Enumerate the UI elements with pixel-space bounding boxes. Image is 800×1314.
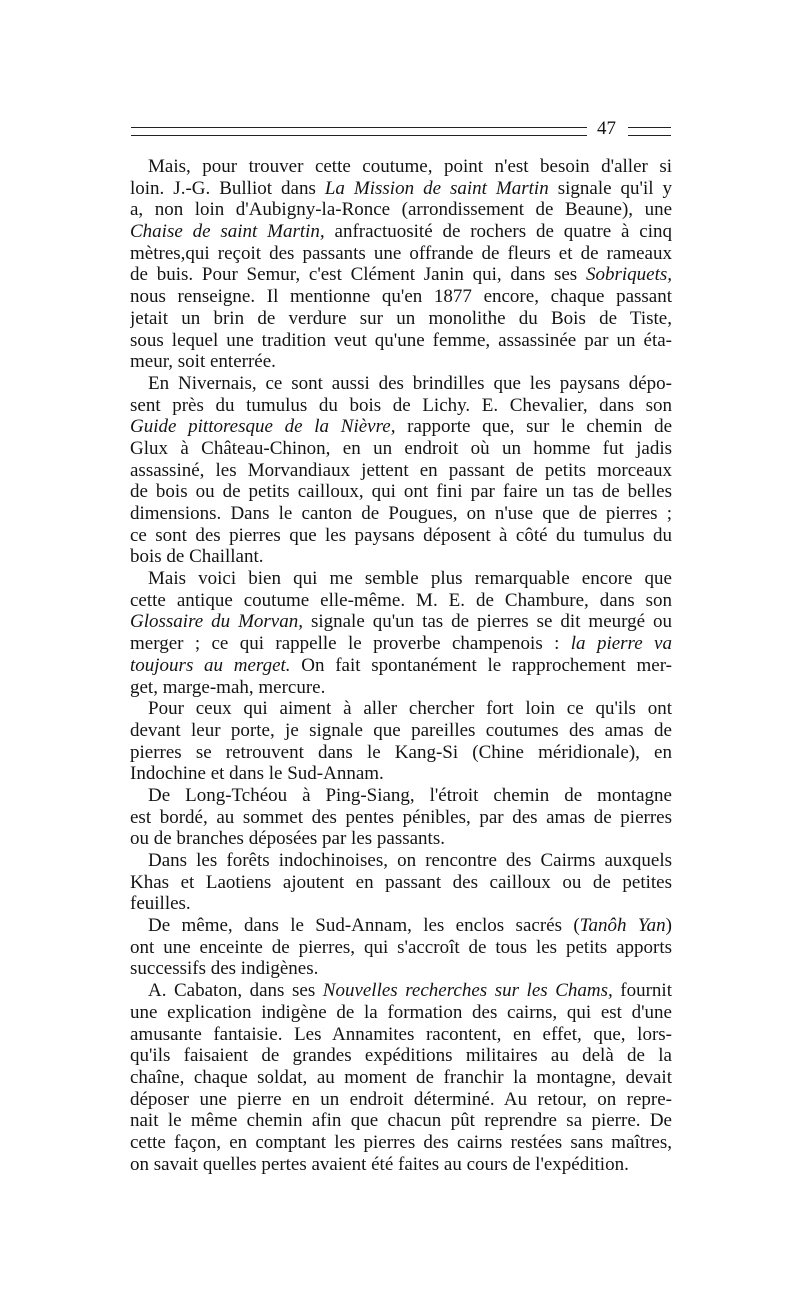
italic-title: Guide pittoresque de la Nièvre, [130, 416, 396, 438]
text-line [130, 828, 672, 850]
text-line [130, 1089, 672, 1111]
text-run: successifs des indigènes. [130, 958, 319, 980]
text-run: fournit [612, 980, 672, 1002]
text-line [130, 893, 672, 915]
text-run: merger ; ce qui rappelle le proverbe champenois : [130, 633, 571, 655]
text-run: A. Cabaton, dans ses [148, 980, 323, 1002]
header-double-rule-left [131, 127, 587, 136]
paragraph [130, 785, 672, 850]
italic-title: Sobriquets, [585, 264, 672, 286]
text-run: chaîne, chaque soldat, au moment de franchir la montagne, devait [130, 1066, 672, 1088]
text-run: Glux à Château-Chinon, en un endroit où un homme fut jadis [130, 437, 672, 459]
text-line [130, 698, 672, 720]
text-line [130, 980, 672, 1002]
text-line [130, 416, 672, 438]
text-line [130, 633, 672, 655]
italic-title: la pierre va [570, 633, 672, 655]
text-run: sous lequel une tradition veut qu'une femme, assassinée par un éta- [130, 329, 672, 351]
text-line [130, 611, 672, 633]
text-run: feuilles. [130, 893, 191, 915]
text-run: nous renseigne. Il mentionne qu'en 1877 encore, chaque passant [130, 286, 672, 308]
text-line [130, 742, 672, 764]
text-line [130, 1154, 672, 1176]
text-run: on savait quelles pertes avaient été faites au cours de l'expédition. [130, 1153, 629, 1175]
paragraph [130, 698, 672, 785]
text-run: dimensions. Dans le canton de Pougues, on n'use que de pierres ; [130, 503, 672, 524]
italic-title: Chaise de saint Martin, [130, 221, 325, 243]
text-run: On fait spontanément le rapprochement mer- [290, 654, 672, 676]
text-run: signale qu'il y [548, 177, 672, 199]
text-run: ont une enceinte de pierres, qui s'accroît de tous les petits apports [130, 936, 672, 958]
text-line [130, 330, 672, 352]
text-line [130, 199, 672, 221]
text-line [130, 807, 672, 829]
text-line [130, 546, 672, 568]
text-run: En Nivernais, ce sont aussi des brindilles que les paysans dépo- [148, 372, 672, 394]
text-run: Mais voici bien qui me semble plus remarquable encore que [148, 568, 672, 590]
text-line [130, 178, 672, 200]
text-run: signale qu'un tas de pierres se dit meurgé ou [303, 611, 672, 633]
text-run: a, non loin d'Aubigny-la-Ronce (arrondissement de Beaune), une [130, 199, 672, 221]
text-run: est bordé, au sommet des pentes pénibles, par des amas de pierres [130, 806, 672, 828]
text-line [130, 850, 672, 872]
text-run: jetait un brin de verdure sur un monolithe du Bois de Tiste, [130, 307, 672, 329]
text-line [130, 286, 672, 308]
paragraph [130, 850, 672, 915]
text-line [130, 156, 672, 178]
text-line [130, 568, 672, 590]
text-run: cette antique coutume elle-même. M. E. de Chambure, dans son [130, 589, 672, 611]
text-line [130, 915, 672, 937]
text-line [130, 395, 672, 417]
text-run: De même, dans le Sud-Annam, les enclos sacrés ( [148, 915, 580, 937]
text-run: ) [665, 915, 672, 937]
text-line [130, 872, 672, 894]
text-line [130, 1002, 672, 1024]
text-line [130, 677, 672, 699]
text-run: déposer une pierre en un endroit déterminé. Au retour, on repre- [130, 1088, 672, 1110]
text-line [130, 264, 672, 286]
text-line [130, 373, 672, 395]
text-run: une explication indigène de la formation des cairns, qui est d'une [130, 1001, 672, 1023]
text-line [130, 655, 672, 677]
text-run: mètres,qui reçoit des passants une offrande de fleurs et de rameaux [130, 242, 672, 264]
text-run: pierres se retrouvent dans le Kang-Si (Chine méridionale), en [130, 741, 672, 763]
header-double-rule-right [628, 127, 671, 136]
text-run: de buis. Pour Semur, c'est Clément Janin qui, dans ses [130, 264, 586, 286]
text-run: Mais, pour trouver cette coutume, point n'est besoin d'aller si [148, 156, 672, 177]
text-run: Khas et Laotiens ajoutent en passant des cailloux ou de petites [130, 871, 672, 893]
text-line [130, 1132, 672, 1154]
text-line [130, 221, 672, 243]
body-text [130, 156, 672, 1175]
italic-title: toujours au merget. [130, 654, 291, 676]
paragraph [130, 568, 672, 698]
text-run: ce sont des pierres que les paysans déposent à côté du tumulus du [130, 524, 672, 546]
italic-title: Nouvelles recherches sur les Chams, [322, 980, 613, 1002]
paragraph [130, 156, 672, 373]
text-run: cette façon, en comptant les pierres des cairns restées sans maîtres, [130, 1131, 672, 1153]
text-run: amusante fantaisie. Les Annamites racontent, en effet, que, lors- [130, 1023, 672, 1045]
text-run: get, marge-mah, mercure. [130, 676, 326, 698]
text-run: ou de branches déposées par les passants. [130, 828, 445, 850]
paragraph [130, 373, 672, 568]
text-line [130, 460, 672, 482]
text-run: De Long-Tchéou à Ping-Siang, l'étroit chemin de montagne [148, 784, 672, 806]
text-run: sent près du tumulus du bois de Lichy. E. Chevalier, dans son [130, 394, 672, 416]
page-header [131, 118, 671, 141]
page-number: 47 [597, 118, 616, 139]
text-line [130, 763, 672, 785]
text-run: rapporte que, sur le chemin de [395, 416, 672, 438]
text-line [130, 1024, 672, 1046]
text-run: bois de Chaillant. [130, 546, 264, 568]
text-line [130, 438, 672, 460]
text-line [130, 525, 672, 547]
text-line [130, 958, 672, 980]
italic-title: Tanôh Yan [579, 915, 666, 937]
text-run: devant leur porte, je signale que pareilles coutumes des amas de [130, 719, 672, 741]
text-run: loin. J.-G. Bulliot dans [130, 177, 325, 199]
paragraph [130, 915, 672, 980]
text-run: anfractuosité de rochers de quatre à cinq [324, 221, 672, 243]
text-line [130, 1045, 672, 1067]
text-run: qu'ils faisaient de grandes expéditions militaires au delà de la [130, 1045, 672, 1067]
italic-title: La Mission de saint Martin [324, 177, 549, 199]
text-line [130, 243, 672, 265]
text-line [130, 1110, 672, 1132]
text-run: meur, soit enterrée. [130, 351, 276, 373]
text-line [130, 308, 672, 330]
text-run: Indochine et dans le Sud-Annam. [130, 763, 384, 785]
text-run: assassiné, les Morvandiaux jettent en passant de petits morceaux [130, 459, 672, 481]
text-run: nait le même chemin afin que chacun pût reprendre sa pierre. De [130, 1110, 672, 1132]
text-line [130, 481, 672, 503]
text-run: de bois ou de petits cailloux, qui ont fini par faire un tas de belles [130, 481, 672, 503]
text-line [130, 1067, 672, 1089]
text-line [130, 720, 672, 742]
text-run: Pour ceux qui aiment à aller chercher fort loin ce qu'ils ont [148, 698, 672, 720]
text-line [130, 503, 672, 525]
text-line [130, 937, 672, 959]
paragraph [130, 980, 672, 1175]
text-run: Dans les forêts indochinoises, on rencontre des Cairms auxquels [148, 850, 672, 871]
text-line [130, 785, 672, 807]
italic-title: Glossaire du Morvan, [130, 611, 303, 633]
text-line [130, 590, 672, 612]
text-line [130, 351, 672, 373]
